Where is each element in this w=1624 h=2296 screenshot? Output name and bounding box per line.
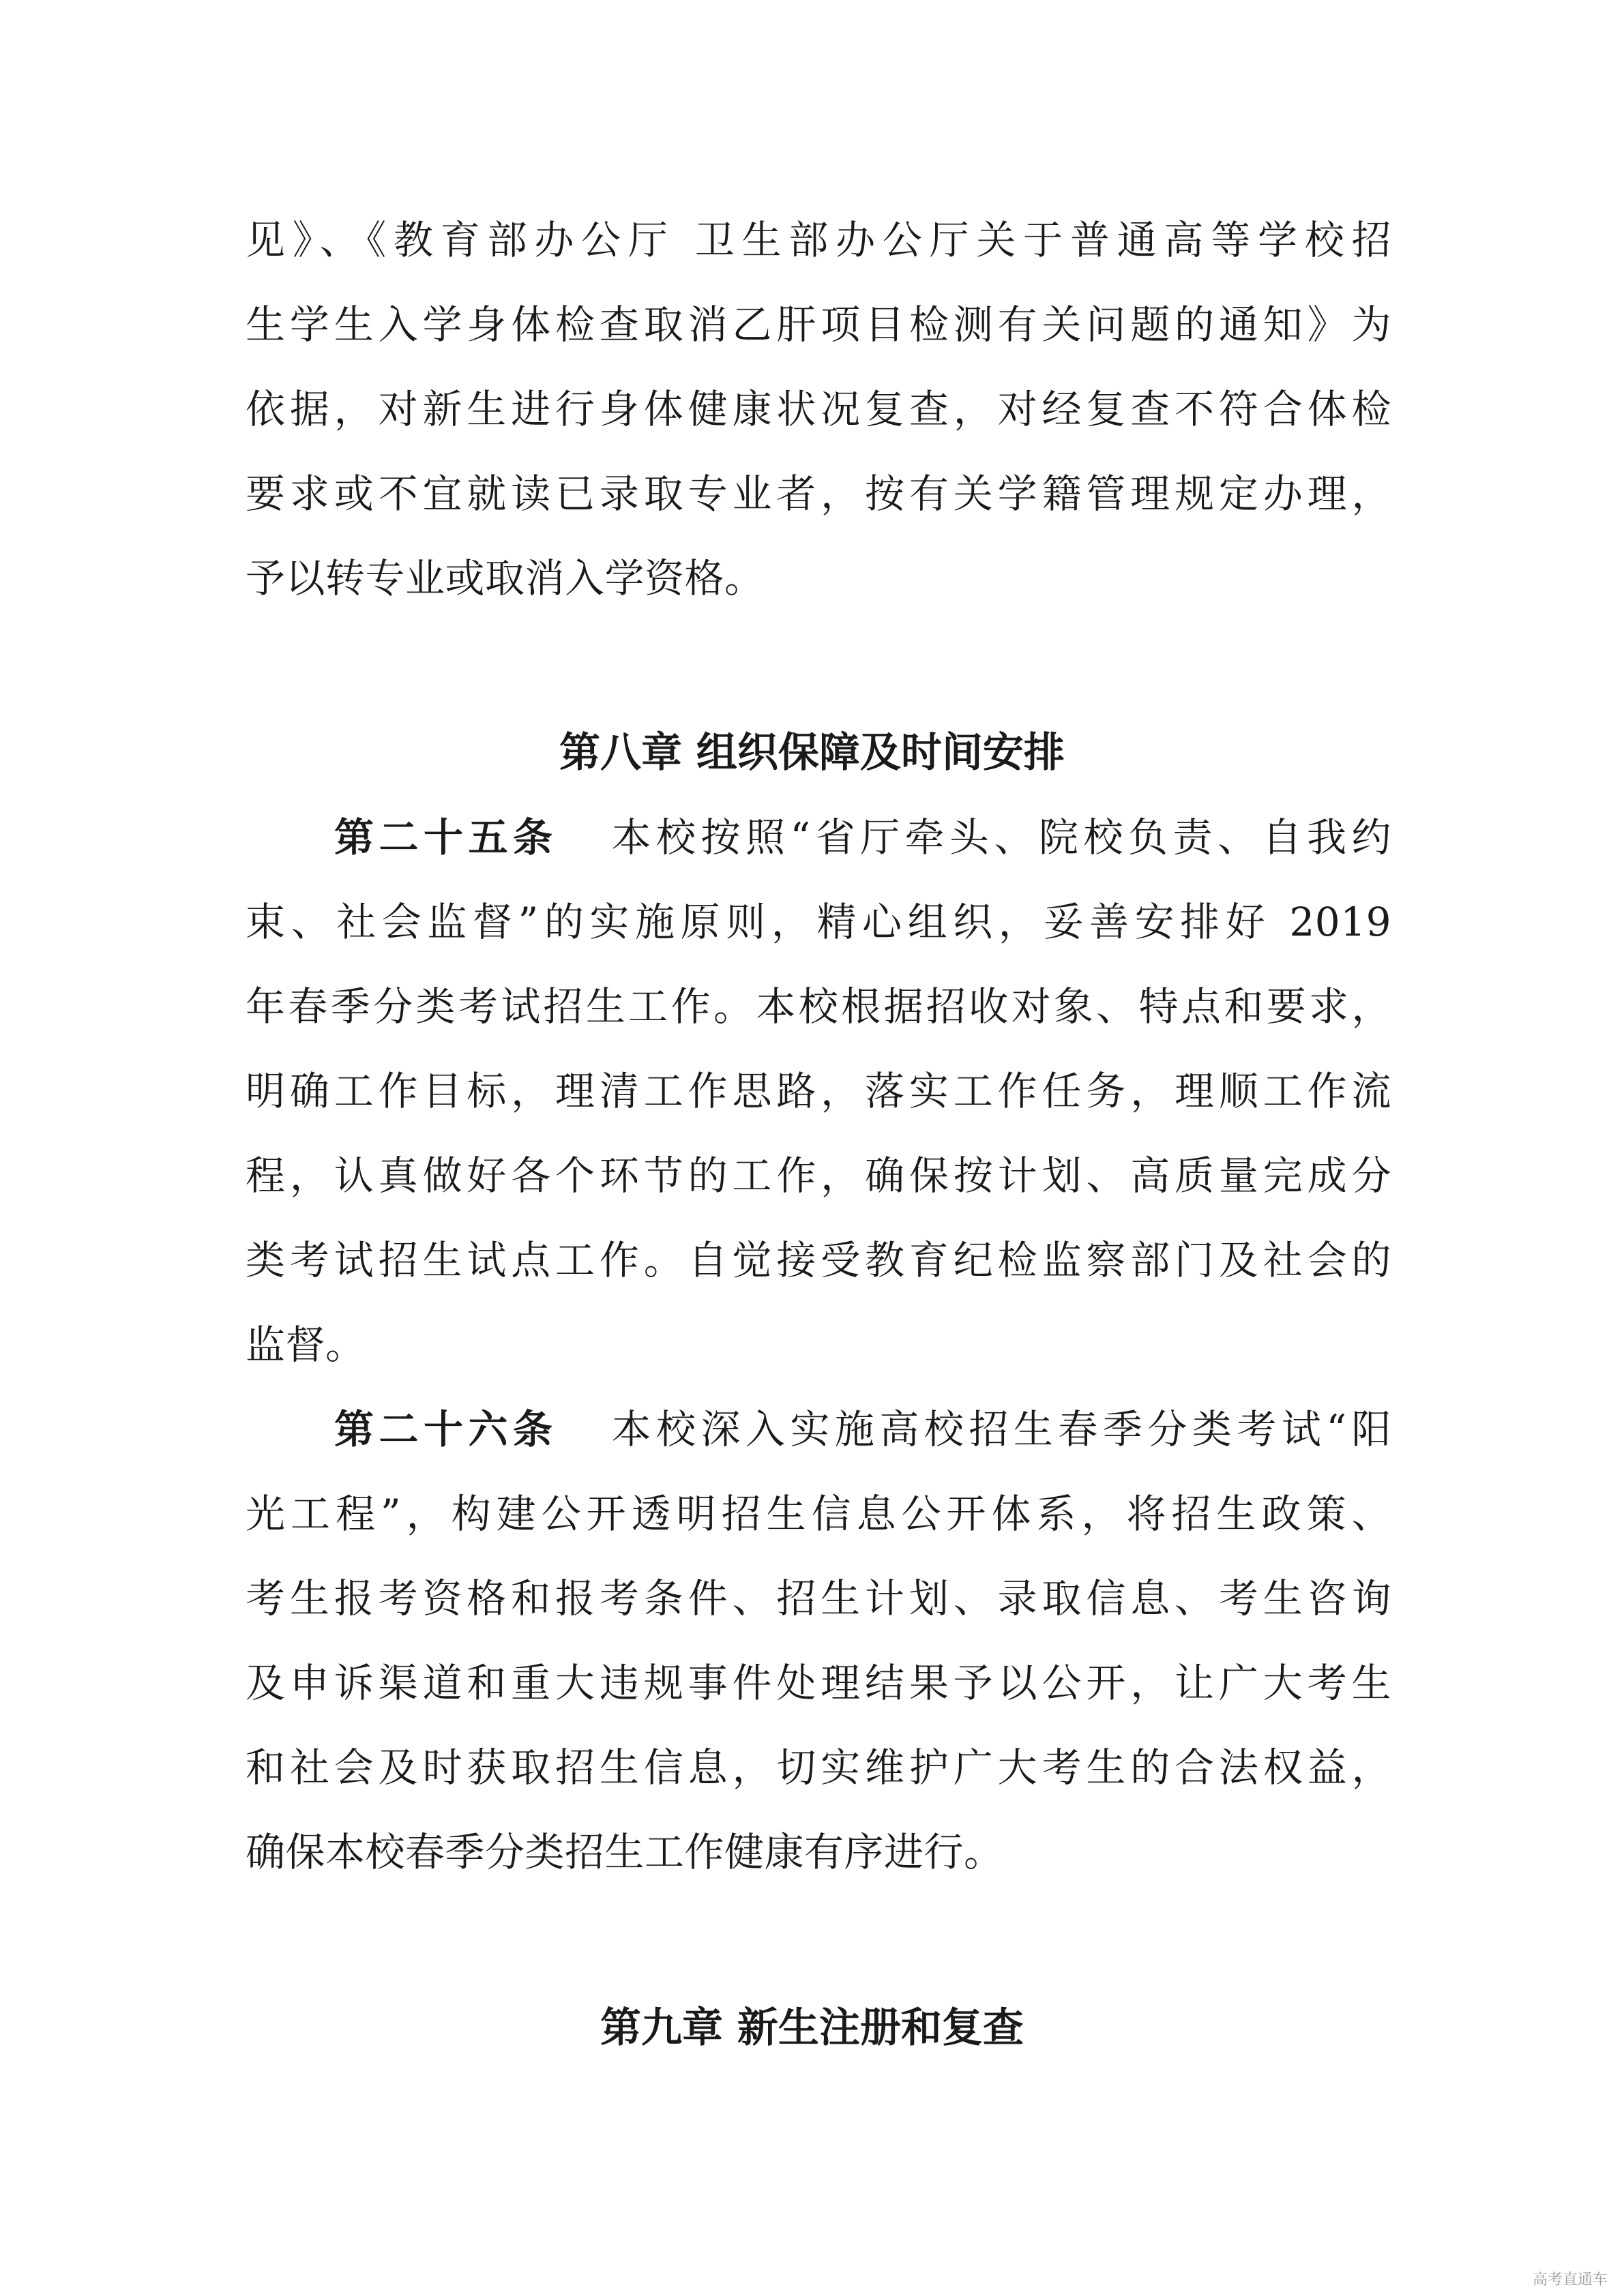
article-label: 第二十五条	[334, 814, 558, 861]
paragraph-line: 程，认真做好各个环节的工作，确保按计划、高质量完成分	[246, 1152, 1391, 1199]
paragraph-line: 及申诉渠道和重大违规事件处理结果予以公开，让广大考生	[246, 1660, 1391, 1706]
paragraph-line: 确保本校春季分类招生工作健康有序进行。	[246, 1829, 1004, 1875]
paragraph-line: 类考试招生试点工作。自觉接受教育纪检监察部门及社会的	[246, 1237, 1391, 1283]
paragraph-line: 考生报考资格和报考条件、招生计划、录取信息、考生咨询	[246, 1575, 1391, 1622]
paragraph-line: 明确工作目标，理清工作思路，落实工作任务，理顺工作流	[246, 1068, 1391, 1114]
paragraph-line: 予以转专业或取消入学资格。	[246, 555, 765, 601]
paragraph-line: 依据，对新生进行身体健康状况复查，对经复查不符合体检	[246, 386, 1391, 432]
chapter-heading: 第八章 组织保障及时间安排	[559, 729, 1065, 777]
article-label: 第二十六条	[334, 1406, 558, 1452]
paragraph-line: 生学生入学身体检查取消乙肝项目检测有关问题的通知》为	[246, 301, 1391, 348]
article-text: 本校深入实施高校招生春季分类考试“阳	[606, 1406, 1391, 1452]
watermark: 高考直通车	[1532, 2271, 1608, 2288]
paragraph-line: 束、社会监督”的实施原则，精心组织，妥善安排好 2019	[246, 899, 1391, 945]
paragraph-line: 要求或不宜就读已录取专业者，按有关学籍管理规定办理，	[246, 471, 1391, 517]
paragraph-line: 和社会及时获取招生信息，切实维护广大考生的合法权益，	[246, 1744, 1391, 1791]
article-first-line	[334, 810, 1391, 865]
paragraph-line: 见》、《教育部办公厅 卫生部办公厅关于普通高等学校招	[246, 217, 1391, 263]
chapter-heading: 第九章 新生注册和复查	[600, 2004, 1024, 2052]
paragraph-line: 监督。	[246, 1322, 366, 1368]
article-first-line	[334, 1402, 1391, 1457]
paragraph-line: 光工程”，构建公开透明招生信息公开体系，将招生政策、	[246, 1491, 1391, 1537]
article-text: 本校按照“省厅牵头、院校负责、自我约	[606, 814, 1391, 861]
paragraph-line: 年春季分类考试招生工作。本校根据招收对象、特点和要求，	[246, 983, 1391, 1030]
